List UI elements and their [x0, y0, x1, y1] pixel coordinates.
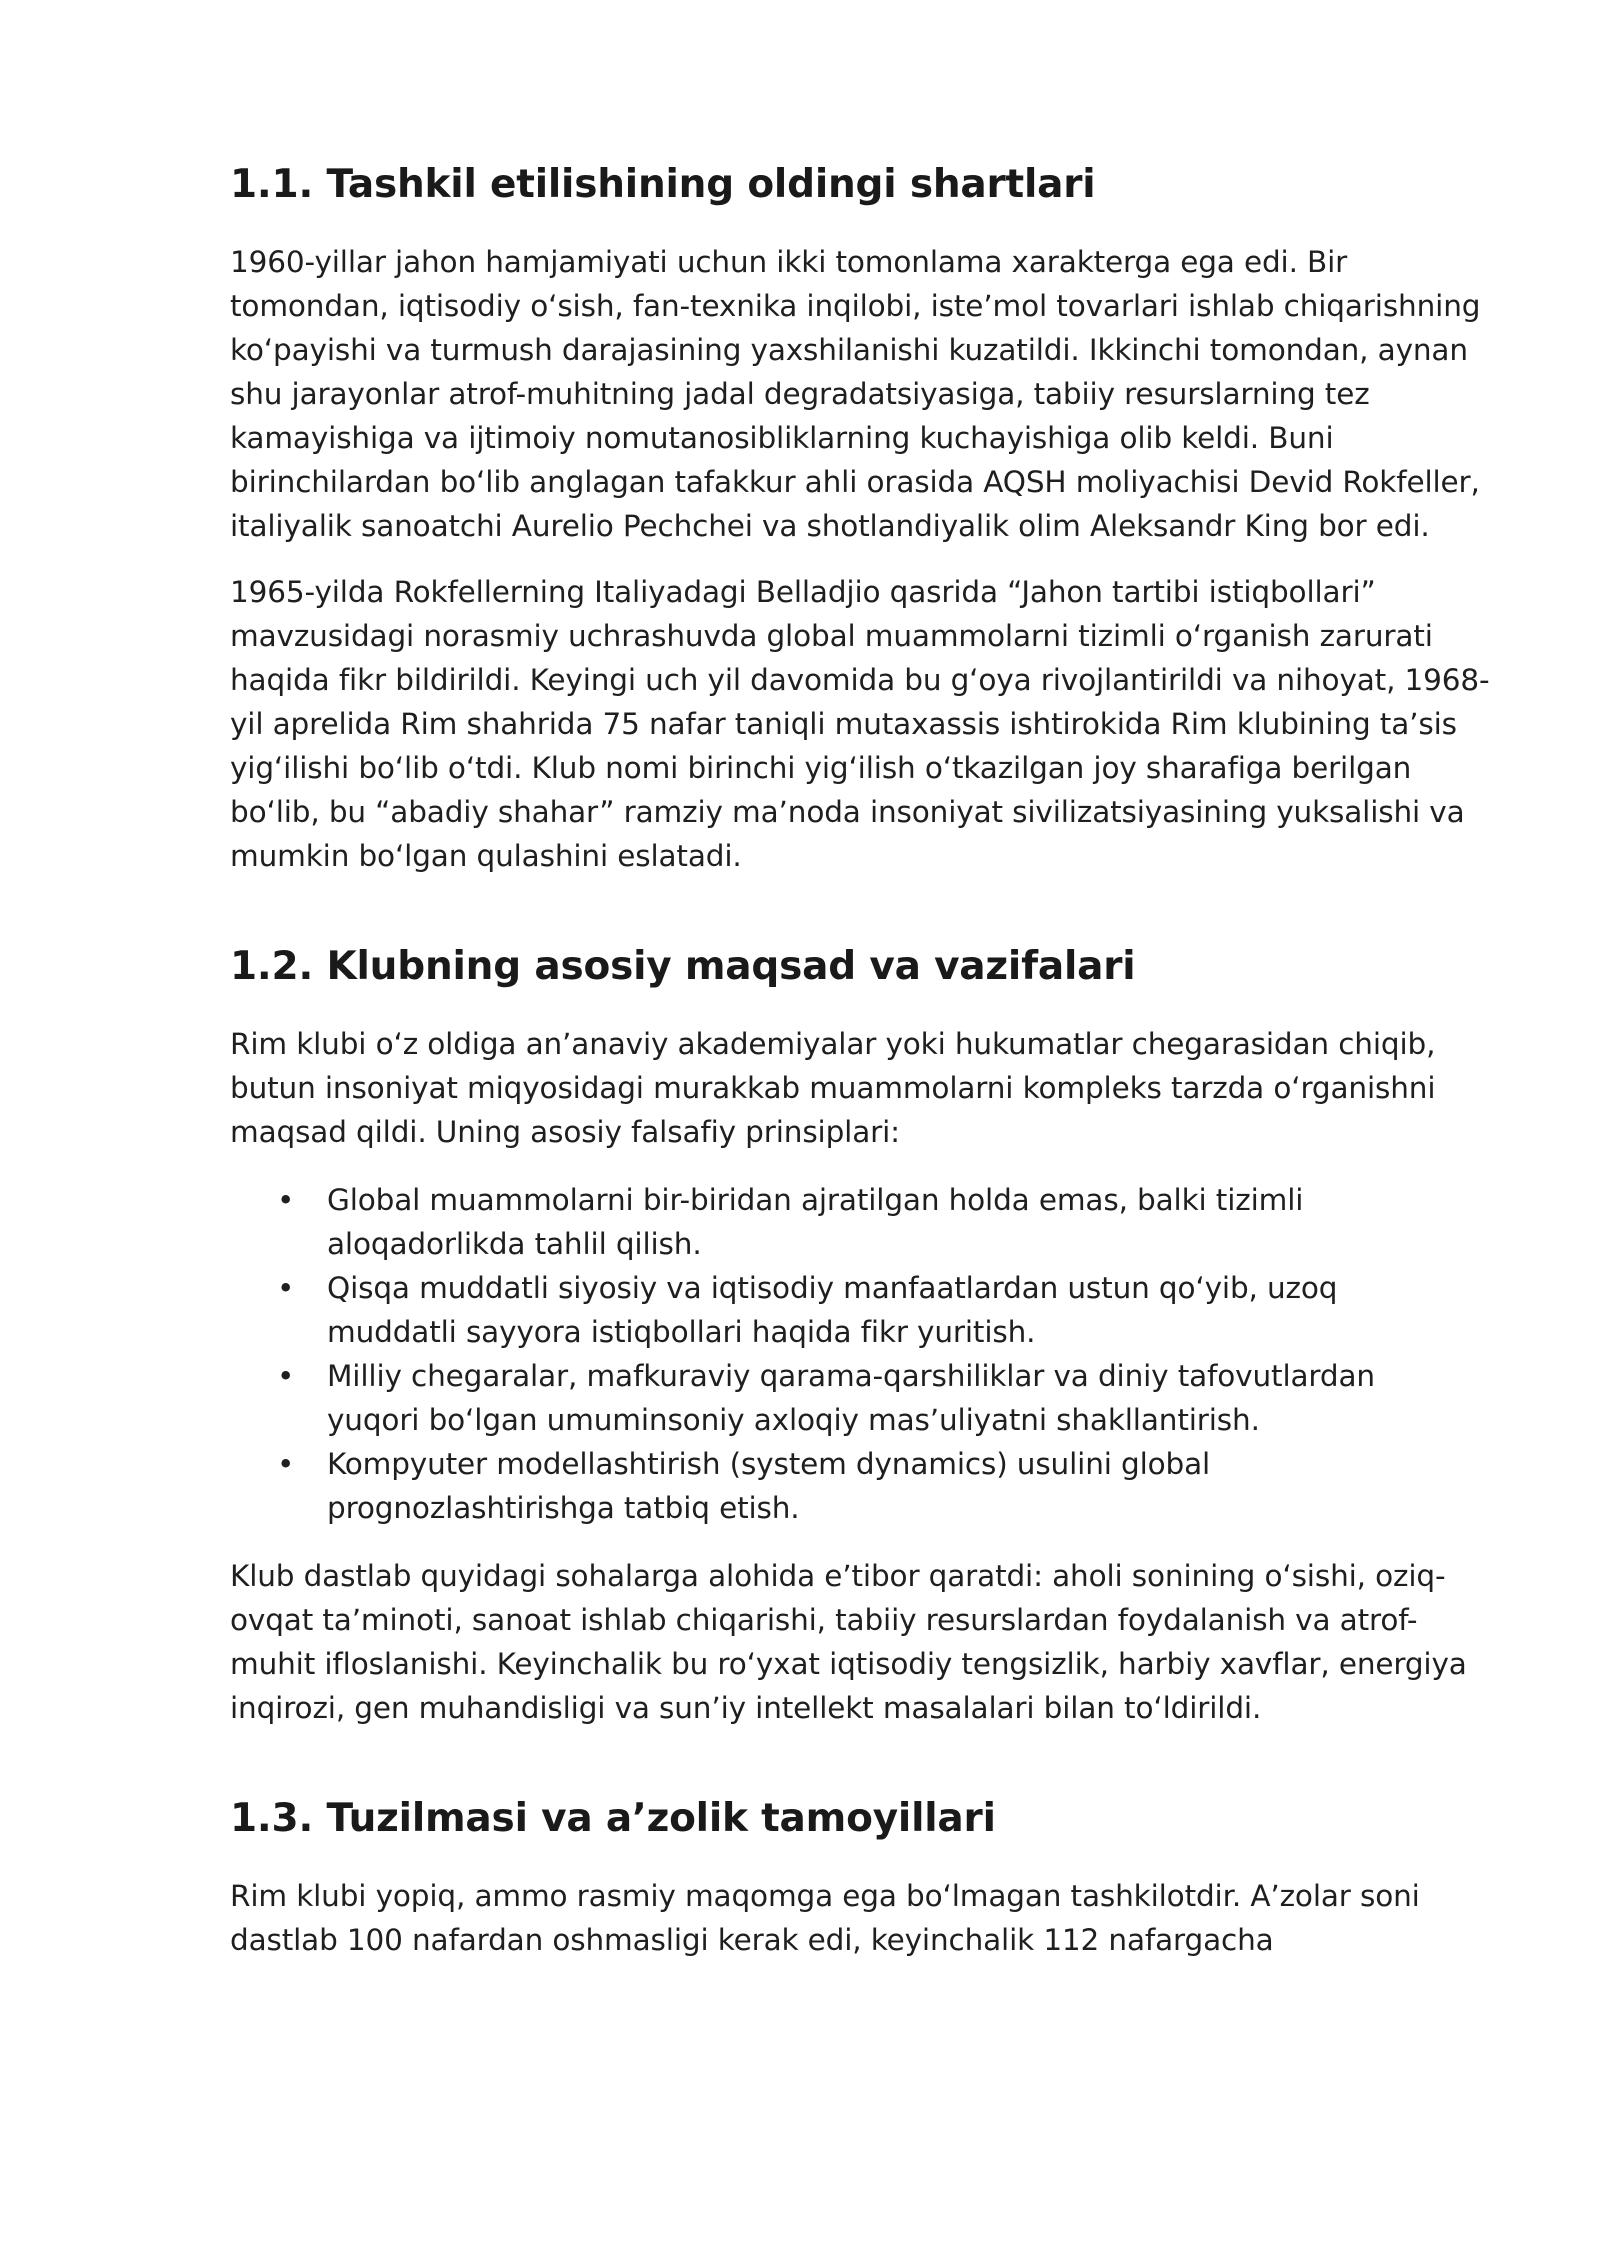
- bullet-icon: •: [277, 1447, 295, 1481]
- principles-list: [230, 1178, 1410, 1530]
- paragraph: Klub dastlab quyidagi sohalarga alohida e’tibor qaratdi: aholi sonining o‘sishi, oziq-ovqat ta’minoti, sanoat ishlab chiqarishi, tabiiy resurslardan foydalanish va atrof-muhit ifloslanishi. Keyinchalik bu ro‘yxat iqtisodiy tengsizlik, harbiy xavflar, energiya inqirozi, gen muhandisligi va sun’iy intellekt masalalari bilan to‘ldirildi.: [230, 1559, 1467, 1725]
- bullet-icon: •: [277, 1271, 295, 1305]
- document-body: [230, 150, 1500, 1962]
- section-heading: 1.3. Tuzilmasi va a’zolik tamoyillari: [230, 1796, 996, 1841]
- list-item: [230, 1354, 1410, 1442]
- section-prerequisites: [230, 160, 1500, 878]
- list-item-text: Global muammolarni bir-biridan ajratilgan holda emas, balki tizimli aloqadorlikda tahlil qilish.: [327, 1183, 1304, 1261]
- paragraph: Rim klubi o‘z oldiga an’anaviy akademiyalar yoki hukumatlar chegarasidan chiqib, butun insoniyat miqyosidagi murakkab muammolarni kompleks tarzda o‘rganishni maqsad qildi. Uning asosiy falsafiy prinsiplari:: [230, 1027, 1436, 1149]
- list-item: [230, 1442, 1410, 1530]
- list-item-text: Kompyuter modellashtirish (system dynamics) usulini global prognozlashtirishga tatbiq etish.: [327, 1447, 1211, 1525]
- bullet-icon: •: [277, 1183, 295, 1217]
- section-heading: 1.1. Tashkil etilishining oldingi shartlari: [230, 162, 1096, 207]
- section-structure: [230, 1794, 1500, 1962]
- list-item-text: Qisqa muddatli siyosiy va iqtisodiy manfaatlardan ustun qo‘yib, uzoq muddatli sayyora istiqbollari haqida fikr yuritish.: [327, 1271, 1338, 1349]
- paragraph: 1960-yillar jahon hamjamiyati uchun ikki tomonlama xarakterga ega edi. Bir tomondan, iqtisodiy o‘sish, fan-texnika inqilobi, iste’mol tovarlari ishlab chiqarishning ko‘payishi va turmush darajasining yaxshilanishi kuzatildi. Ikkinchi tomondan, aynan shu jarayonlar atrof-muhitning jadal degradatsiyasiga, tabiiy resurslarning tez kamayishiga va ijtimoiy nomutanosibliklarning kuchayishiga olib keldi. Buni birinchilardan bo‘lib anglagan tafakkur ahli orasida AQSH moliyachisi Devid Rokfeller, italiyalik sanoatchi Aurelio Pechchei va shotlandiyalik olim Aleksandr King bor edi.: [230, 245, 1481, 543]
- list-item: [230, 1178, 1410, 1266]
- section-goals: [230, 942, 1500, 1730]
- list-item: [230, 1266, 1410, 1354]
- section-heading: 1.2. Klubning asosiy maqsad va vazifalari: [230, 944, 1136, 989]
- paragraph: Rim klubi yopiq, ammo rasmiy maqomga ega bo‘lmagan tashkilotdir. A’zolar soni dastlab 100 nafardan oshmasligi kerak edi, keyinchalik 112 nafargacha: [230, 1879, 1420, 1957]
- paragraph: 1965-yilda Rokfellerning Italiyadagi Belladjio qasrida “Jahon tartibi istiqbollari” mavzusidagi norasmiy uchrashuvda global muammolarni tizimli o‘rganish zarurati haqida fikr bildirildi. Keyingi uch yil davomida bu g‘oya rivojlantirildi va nihoyat, 1968-yil aprelida Rim shahrida 75 nafar taniqli mutaxassis ishtirokida Rim klubining ta’sis yig‘ilishi bo‘lib o‘tdi. Klub nomi birinchi yig‘ilish o‘tkazilgan joy sharafiga berilgan bo‘lib, bu “abadiy shahar” ramziy ma’noda insoniyat sivilizatsiyasining yuksalishi va mumkin bo‘lgan qulashini eslatadi.: [230, 575, 1490, 873]
- bullet-icon: •: [277, 1359, 295, 1393]
- list-item-text: Milliy chegaralar, mafkuraviy qarama-qarshiliklar va diniy tafovutlardan yuqori bo‘lgan umuminsoniy axloqiy mas’uliyatni shakllantirish.: [327, 1359, 1375, 1437]
